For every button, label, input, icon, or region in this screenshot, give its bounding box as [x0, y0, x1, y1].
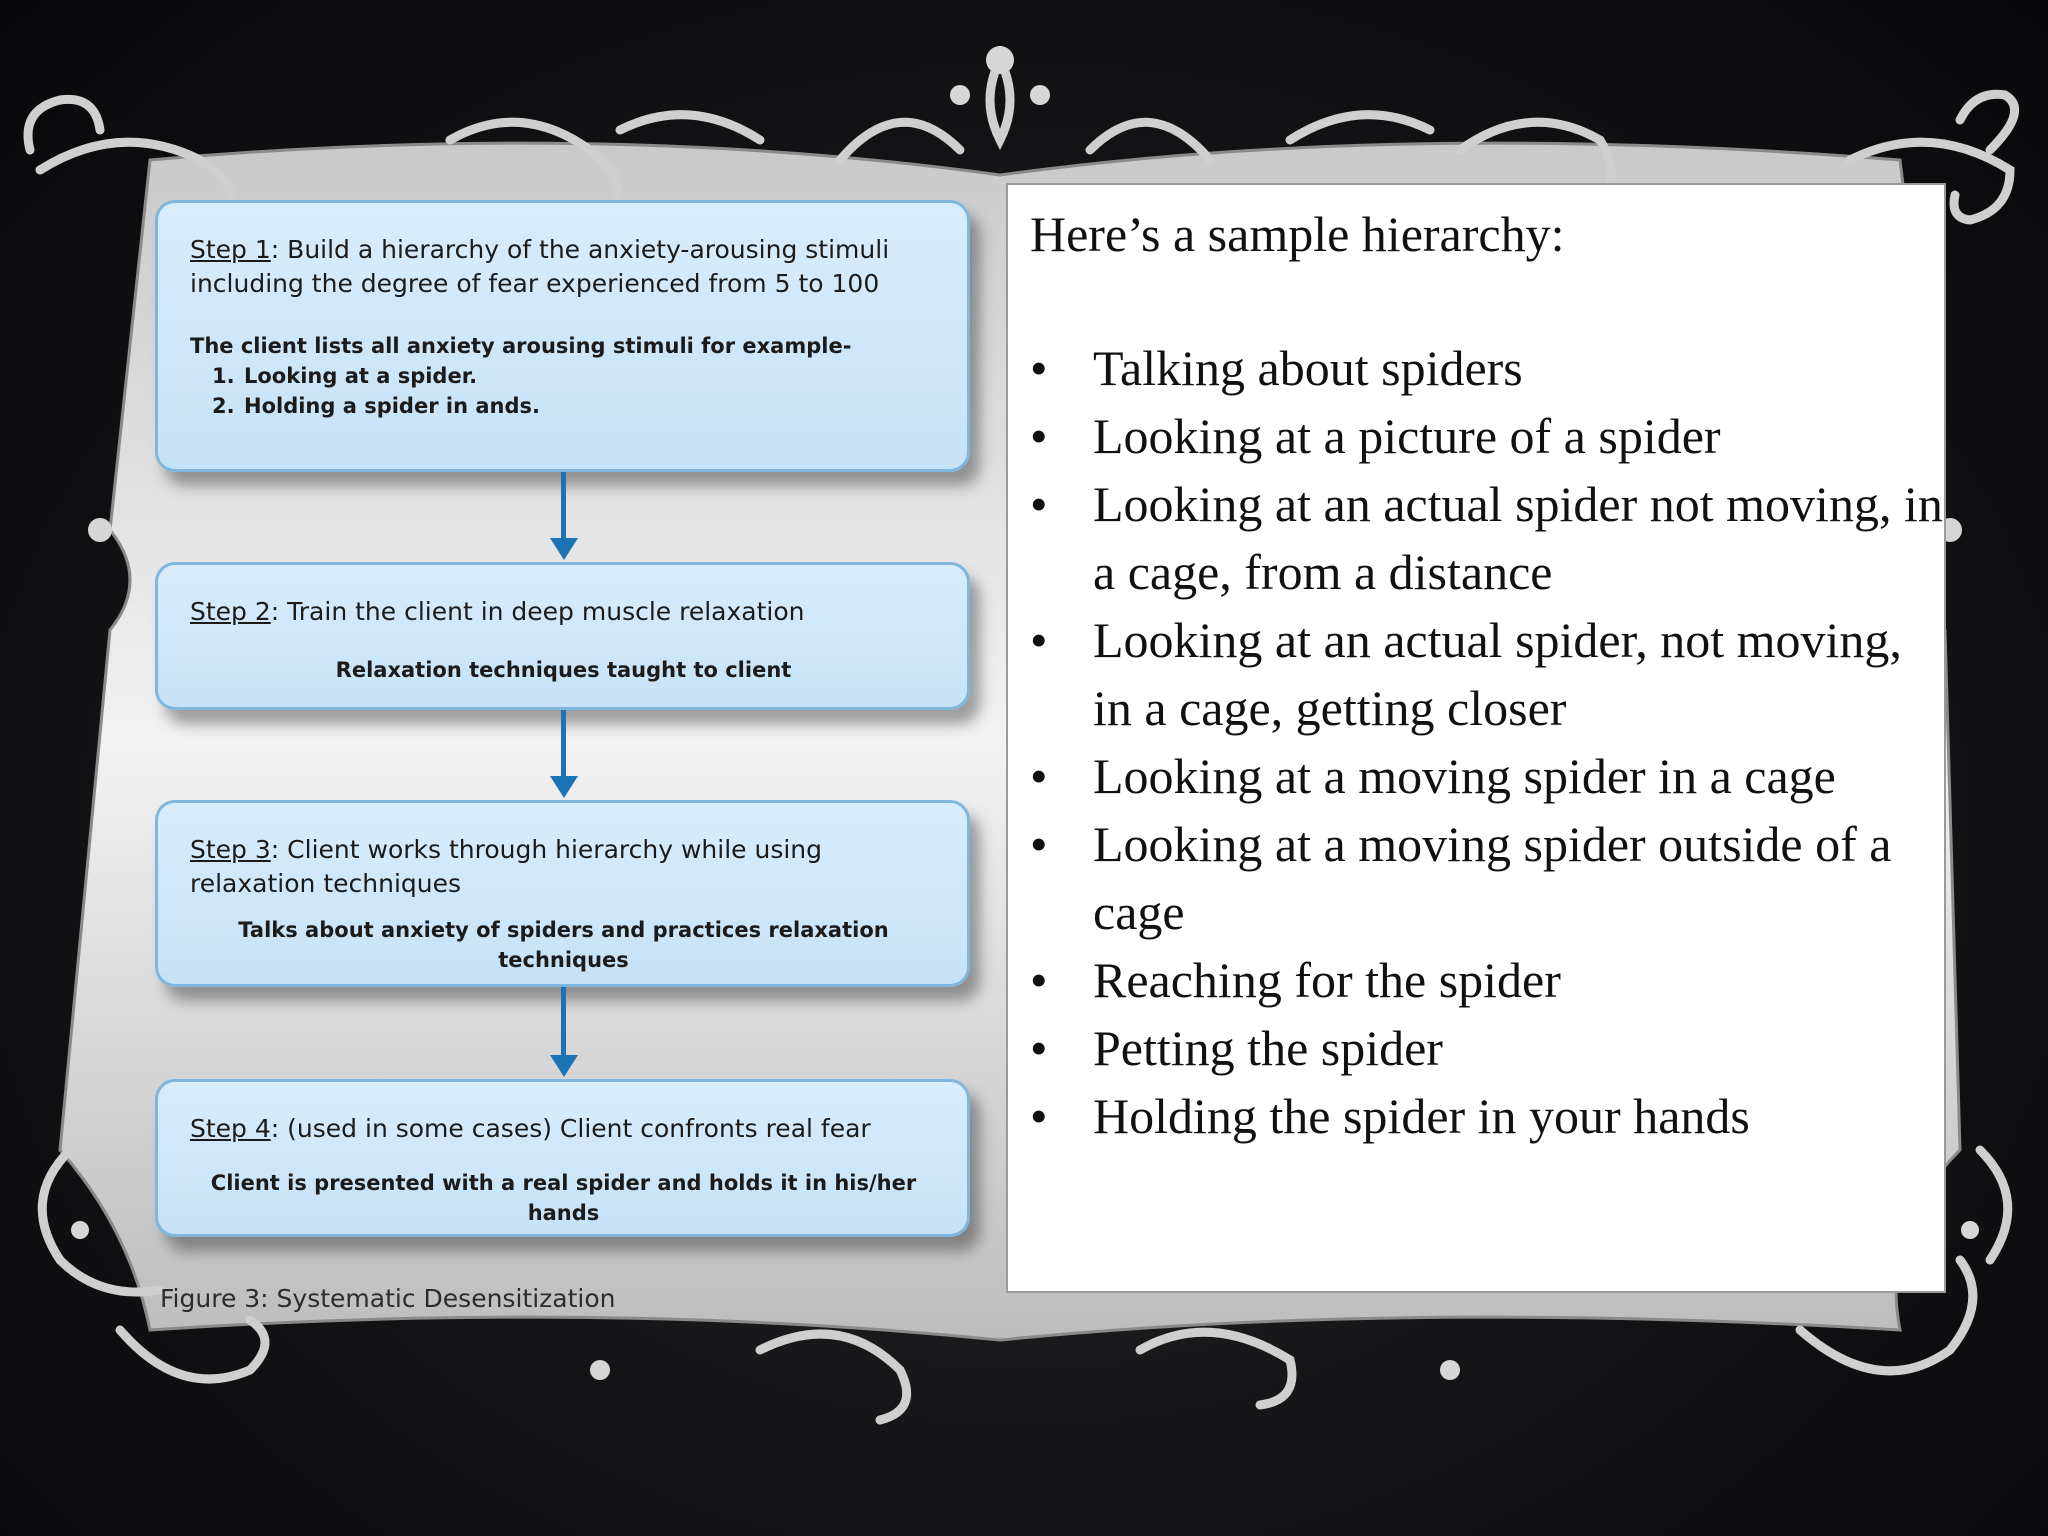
hierarchy-panel: [1006, 183, 1946, 1293]
step-4-title: (used in some cases) Client confronts real fear: [287, 1114, 871, 1143]
step-1-heading: Step 1: Build a hierarchy of the anxiety-arousing stimuli including the degree of fear experienced from 5 to 100: [190, 235, 890, 298]
step-2-heading: Step 2: Train the client in deep muscle relaxation: [190, 597, 805, 626]
step-2-detail: Relaxation techniques taught to client: [335, 658, 792, 682]
step-3-heading: Step 3: Client works through hierarchy while using relaxation techniques: [190, 835, 823, 898]
step-1-detail: The client lists all anxiety arousing stimuli for example-: [190, 334, 852, 358]
step-2-box: [155, 562, 970, 710]
step-1-box: [155, 200, 970, 472]
list-item: 2. Holding a spider in ands.: [212, 394, 540, 418]
step-4-heading: Step 4: (used in some cases) Client confronts real fear: [190, 1114, 871, 1143]
step-2-title: Train the client in deep muscle relaxation: [287, 597, 805, 626]
step-4-detail: Client is presented with a real spider and holds it in his/her hands: [210, 1171, 917, 1225]
step-1-title: Build a hierarchy of the anxiety-arousing stimuli including the degree of fear experienced from 5 to 100: [190, 235, 890, 298]
list-item: • Looking at an actual spider, not moving, in a cage, getting closer: [1030, 606, 1953, 742]
hierarchy-title: Here’s a sample hierarchy:: [1030, 206, 1565, 262]
hierarchy-list: [1030, 334, 1944, 1150]
step-1-label: Step 1: [190, 235, 271, 264]
list-item: • Looking at a picture of a spider: [1030, 402, 1953, 470]
list-item: • Petting the spider: [1030, 1014, 1953, 1082]
list-item: • Looking at a moving spider in a cage: [1030, 742, 1953, 810]
flow-arrow-3: [552, 987, 576, 1079]
list-item: • Looking at a moving spider outside of a cage: [1030, 810, 1953, 946]
flow-arrow-1: [552, 472, 576, 562]
list-item: • Holding the spider in your hands: [1030, 1082, 1953, 1150]
step-3-detail: Talks about anxiety of spiders and practices relaxation techniques: [238, 918, 889, 972]
list-item: • Talking about spiders: [1030, 334, 1953, 402]
list-item: 1. Looking at a spider.: [212, 364, 478, 388]
list-item: • Looking at an actual spider not moving, in a cage, from a distance: [1030, 470, 1953, 606]
step-3-label: Step 3: [190, 835, 271, 864]
step-3-box: [155, 800, 970, 987]
step-2-label: Step 2: [190, 597, 271, 626]
figure-caption: Figure 3: Systematic Desensitization: [160, 1284, 616, 1313]
step-4-label: Step 4: [190, 1114, 271, 1143]
list-item: • Reaching for the spider: [1030, 946, 1953, 1014]
step-1-list: [190, 361, 937, 421]
step-4-box: [155, 1079, 970, 1237]
flow-arrow-2: [552, 710, 576, 800]
step-3-title: Client works through hierarchy while using relaxation techniques: [190, 835, 823, 898]
